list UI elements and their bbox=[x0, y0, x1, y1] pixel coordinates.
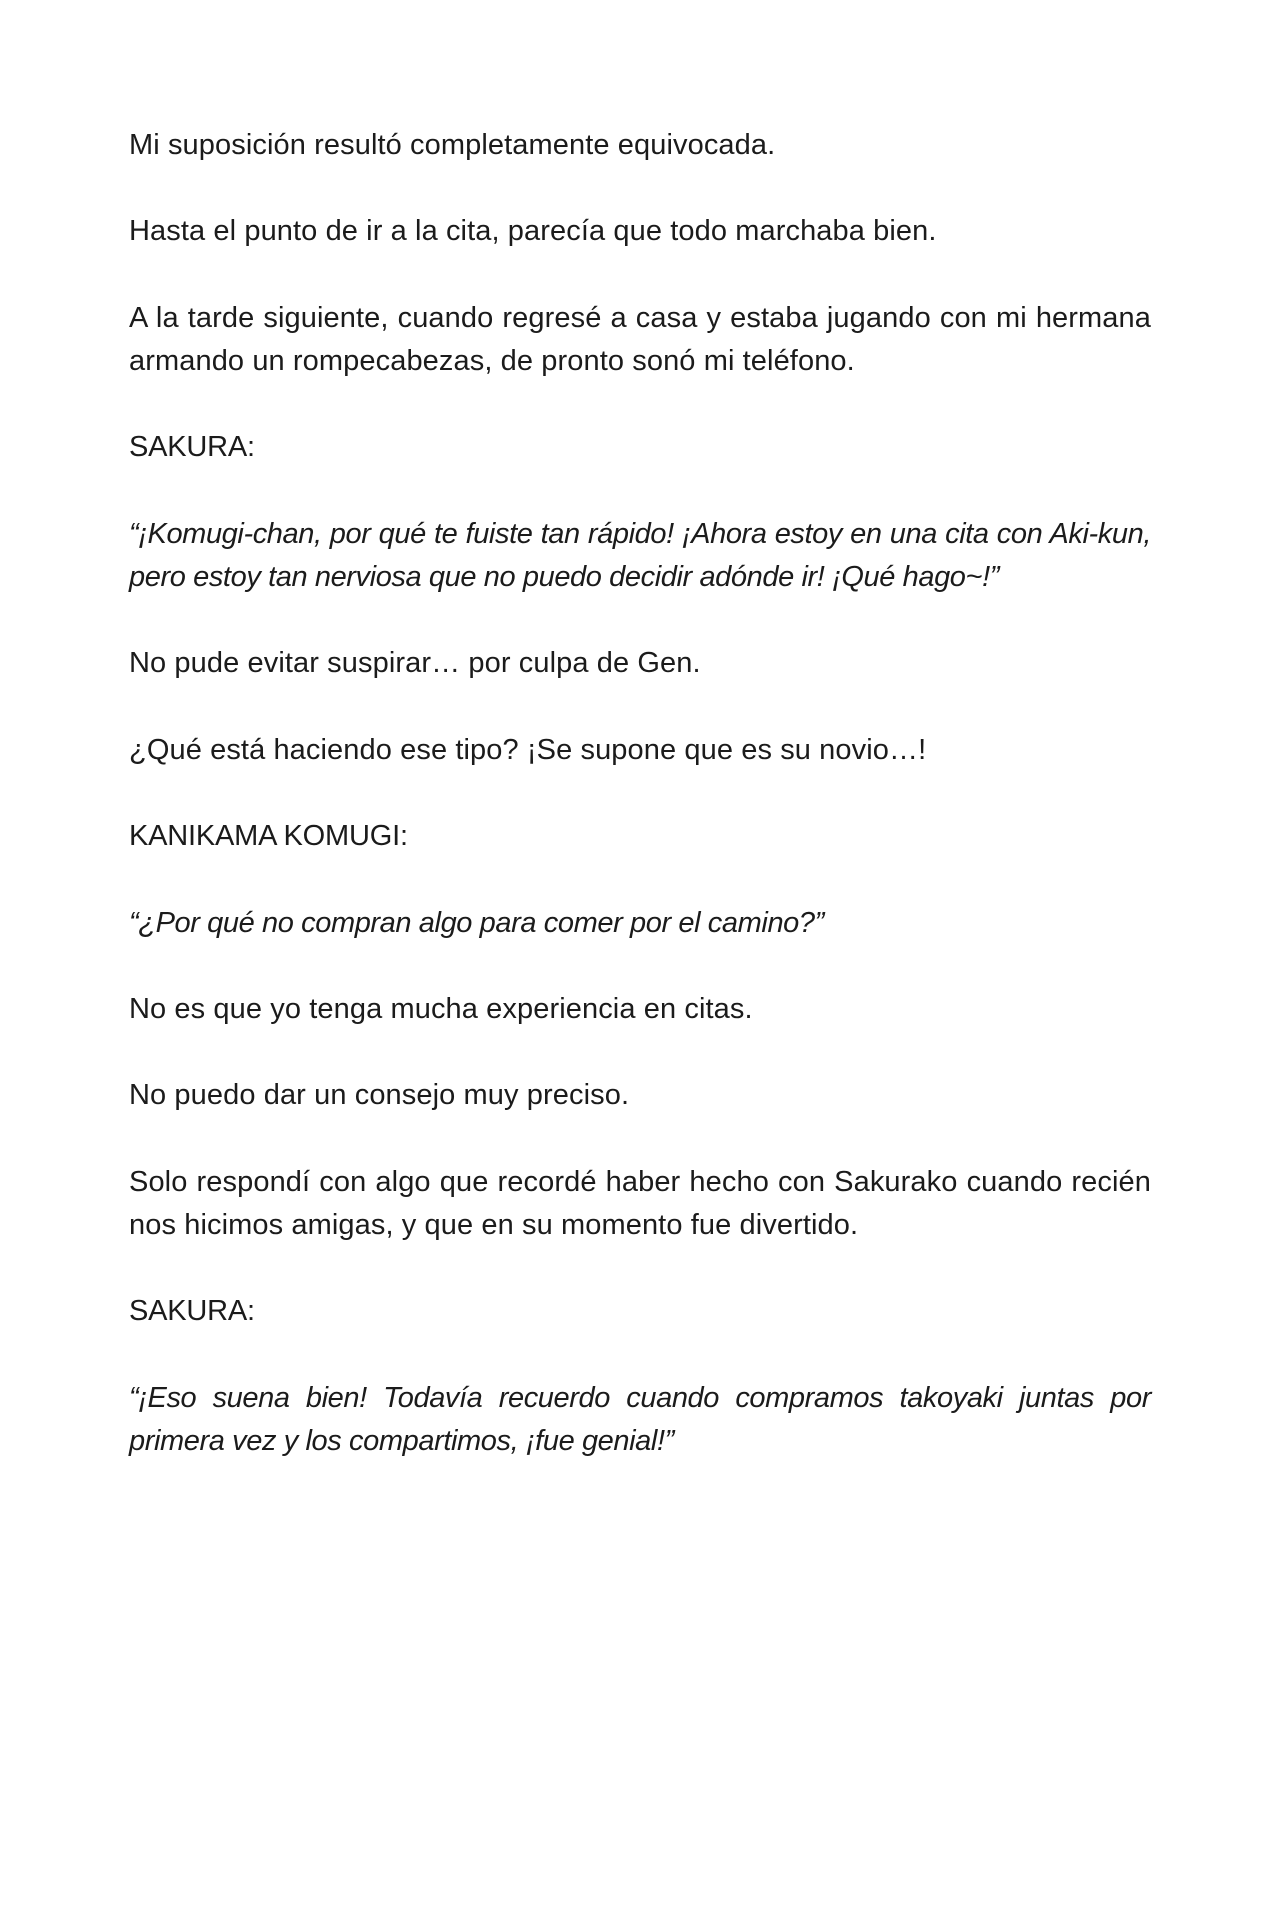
speaker-label: SAKURA: bbox=[129, 431, 255, 464]
narration-paragraph: ¿Qué está haciendo ese tipo? ¡Se supone que es su novio…! bbox=[129, 733, 927, 766]
dialogue-line: “¡Eso suena bien! Todavía recuerdo cuando compramos takoyaki juntas por primera vez y los compartimos, ¡fue genial!” bbox=[129, 1381, 1151, 1457]
dialogue-line: “¡Komugi-chan, por qué te fuiste tan rápido! ¡Ahora estoy en una cita con Aki-kun, pero estoy tan nerviosa que no puedo decidir adónde ir! ¡Qué hago~!” bbox=[129, 517, 1151, 593]
document-page bbox=[129, 124, 1151, 1506]
narration-paragraph: Mi suposición resultó completamente equivocada. bbox=[129, 129, 776, 161]
narration-paragraph: No es que yo tenga mucha experiencia en citas. bbox=[129, 992, 753, 1025]
narration-paragraph: A la tarde siguiente, cuando regresé a casa y estaba jugando con mi hermana armando un rompecabezas, de pronto sonó mi teléfono. bbox=[129, 301, 1151, 377]
narration-paragraph: Hasta el punto de ir a la cita, parecía que todo marchaba bien. bbox=[129, 215, 937, 248]
dialogue-line: “¿Por qué no compran algo para comer por el camino?” bbox=[129, 906, 824, 939]
narration-paragraph: Solo respondí con algo que recordé haber hecho con Sakurako cuando recién nos hicimos amigas, y que en su momento fue divertido. bbox=[129, 1165, 1151, 1241]
narration-paragraph: No puedo dar un consejo muy preciso. bbox=[129, 1079, 630, 1112]
narration-paragraph: No pude evitar suspirar… por culpa de Gen. bbox=[129, 647, 701, 680]
speaker-label: SAKURA: bbox=[129, 1295, 255, 1328]
speaker-label: KANIKAMA KOMUGI: bbox=[129, 820, 408, 853]
